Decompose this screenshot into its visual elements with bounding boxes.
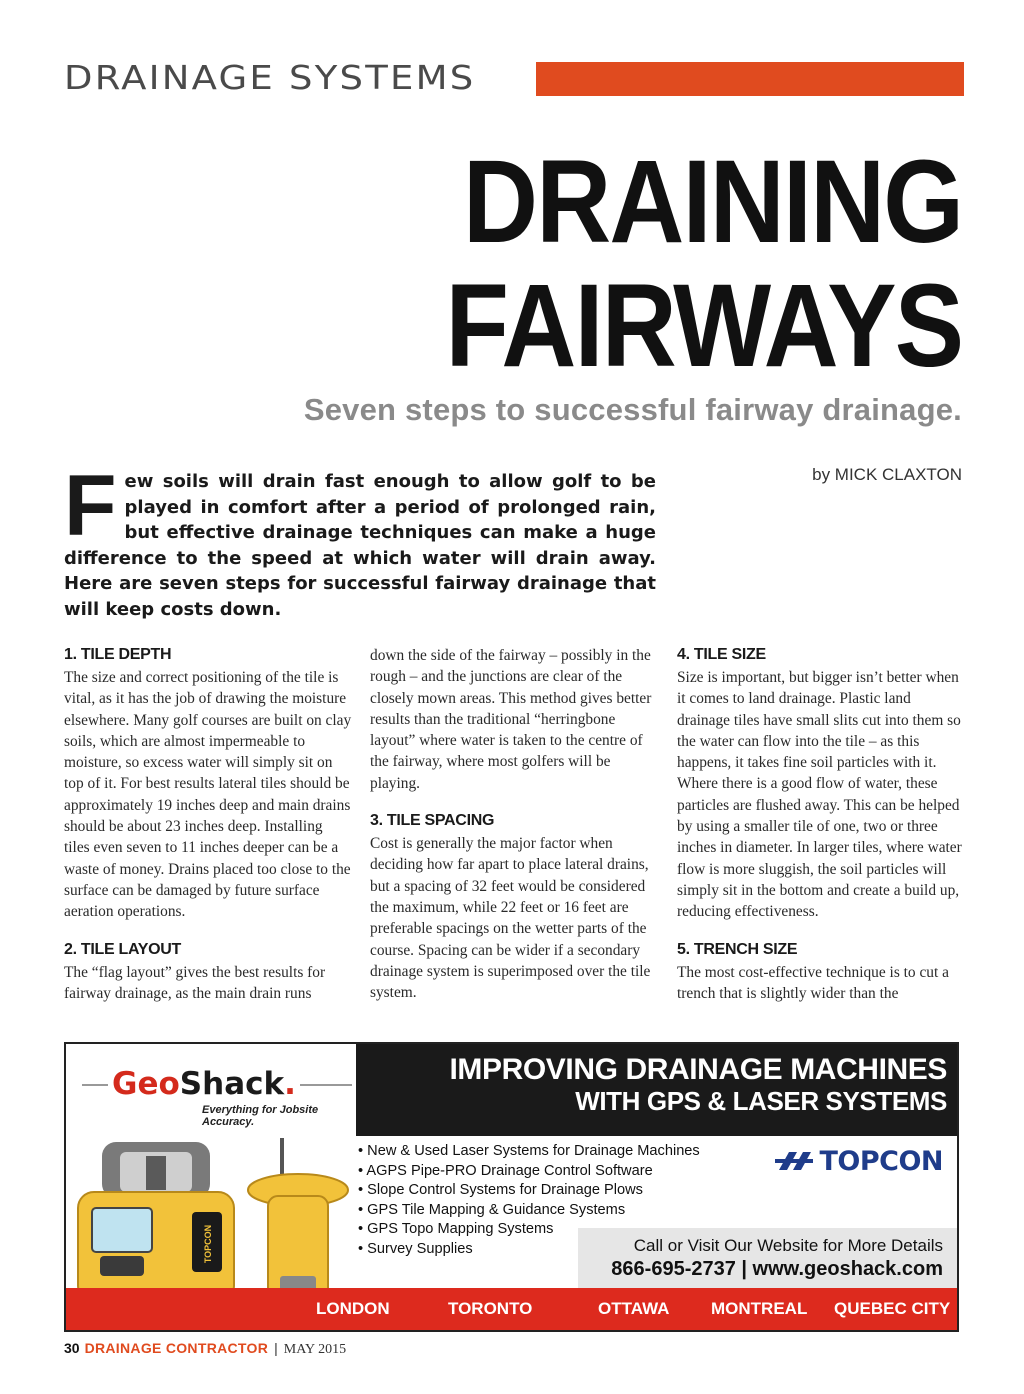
geoshack-advertisement[interactable] (64, 1042, 959, 1332)
article-column-2 (370, 645, 658, 1020)
step-heading-tile-spacing: 3. TILE SPACING (370, 812, 495, 830)
city-quebec-city: QUEBEC CITY (834, 1299, 951, 1318)
headline-line-1: DRAINING (462, 136, 962, 268)
section-title: DRAINAGE SYSTEMS (64, 58, 476, 97)
topcon-logo (775, 1144, 943, 1178)
city-toronto: TORONTO (448, 1299, 533, 1318)
ad-feature-item: • Slope Control Systems for Drainage Plows (358, 1181, 700, 1201)
laser-prism (146, 1156, 166, 1190)
issue-date: MAY 2015 (283, 1342, 347, 1357)
article-subtitle: Seven steps to successful fairway drainage. (303, 392, 962, 427)
gps-antenna (280, 1138, 284, 1178)
step-heading-tile-layout: 2. TILE LAYOUT (64, 940, 182, 958)
ad-headline-banner (356, 1044, 959, 1136)
topcon-wordmark: TOPCON (819, 1145, 943, 1177)
geoshack-logo (82, 1064, 352, 1128)
body-paragraph: Cost is generally the major factor when deciding how far apart to place lateral drains, but a spacing of 32 feet would be considered the maximum, while 22 feet or 16 feet are preferable spacings on the wetter parts of the course. Spacing can be wider if a secondary drainage system is superimposed over the tile system. (370, 835, 651, 1002)
ad-feature-item: • Survey Supplies (358, 1240, 700, 1260)
ad-feature-item: • New & Used Laser Systems for Drainage Machines (358, 1142, 700, 1162)
laser-display (92, 1208, 152, 1252)
article-column-3 (677, 645, 965, 1021)
city-montreal: MONTREAL (711, 1299, 808, 1318)
step-heading-trench-size: 5. TRENCH SIZE (677, 940, 798, 958)
headline-line-2: FAIRWAYS (445, 260, 962, 392)
article-column-1 (64, 645, 352, 1021)
body-paragraph: The “flag layout” gives the best results for fairway drainage, as the main drain runs (64, 963, 326, 1002)
page-footer (64, 1340, 346, 1358)
body-paragraph: Size is important, but bigger isn’t better when it comes to land drainage. Plastic land drainage tiles have small slits cut into them so the water can flow into the tile – as this happens, it takes fine soil particles with it. Where there is a good flow of water, these particles are flushed away. This can be helped by using a smaller tile of one, two or three inches in diameter. In larger tiles, where water flow is more sluggish, the soil particles will simply sit in the bottom and create a build up, reducing effectiveness. (677, 669, 962, 921)
step-heading-tile-depth: 1. TILE DEPTH (64, 646, 172, 663)
section-color-bar (536, 62, 964, 96)
magazine-name: DRAINAGE CONTRACTOR (84, 1340, 269, 1356)
ad-headline-1: IMPROVING DRAINAGE MACHINES (449, 1053, 947, 1086)
ad-feature-item: • AGPS Pipe-PRO Drainage Control Software (358, 1162, 700, 1182)
article-headline (445, 136, 962, 392)
ad-headline-2: WITH GPS & LASER SYSTEMS (575, 1086, 947, 1116)
body-paragraph: The most cost-effective technique is to cut a trench that is slightly wider than the (677, 963, 949, 1002)
section-header (64, 58, 964, 98)
byline: by MICK CLAXTON (812, 465, 962, 484)
cta-text: Call or Visit Our Website for More Details (633, 1236, 943, 1255)
drop-cap: F (64, 458, 117, 554)
intro-text: ew soils will drain fast enough to allow golf to be played in comfort after a period of prolonged rain, but effective drainage techniques can make a huge difference to the speed at which water will drain away. Here are seven steps for successful fairway drainage that will keep costs down. (64, 471, 656, 620)
ad-feature-item: • GPS Tile Mapping & Guidance Systems (358, 1201, 700, 1221)
logo-wordmark: GeoShack. (108, 1066, 300, 1102)
body-paragraph: The size and correct positioning of the tile is vital, as it has the job of drawing the moisture elsewhere. Many golf courses are built on clay soils, which are almost impermeable to moisture, so excess water will simply sit on top of it. For best results lateral tiles should be approximately 19 inches deep and main drains should be about 23 inches deep. Installing tiles even seven to 11 inches deeper can be a waste of money. Drains placed too close to the surface can be damaged by future surface aeration operations. (64, 669, 352, 921)
logo-globe-icon: o (158, 1066, 180, 1102)
laser-keypad (100, 1256, 144, 1276)
cta-contact-link[interactable]: 866-695-2737 | www.geoshack.com (611, 1258, 943, 1280)
laser-brand-label: TOPCON (203, 1224, 213, 1264)
logo-tagline: Everything for Jobsite Accuracy. (202, 1104, 319, 1128)
footer-separator: | (274, 1340, 278, 1356)
page-number: 30 (64, 1340, 80, 1356)
topcon-emblem-icon (775, 1148, 813, 1174)
city-ottawa: OTTAWA (598, 1299, 670, 1318)
city-london: LONDON (316, 1299, 390, 1318)
body-paragraph: down the side of the fairway – possibly in the rough – and the junctions are clear of the closely mown areas. This method gives better results than the traditional “herringbone layout” where water is taken to the centre of the fairway, where most golfers will be playing. (370, 647, 652, 792)
ad-feature-item: • GPS Topo Mapping Systems (358, 1220, 700, 1240)
intro-paragraph (64, 458, 656, 623)
city-bar (66, 1288, 959, 1330)
step-heading-tile-size: 4. TILE SIZE (677, 646, 766, 663)
